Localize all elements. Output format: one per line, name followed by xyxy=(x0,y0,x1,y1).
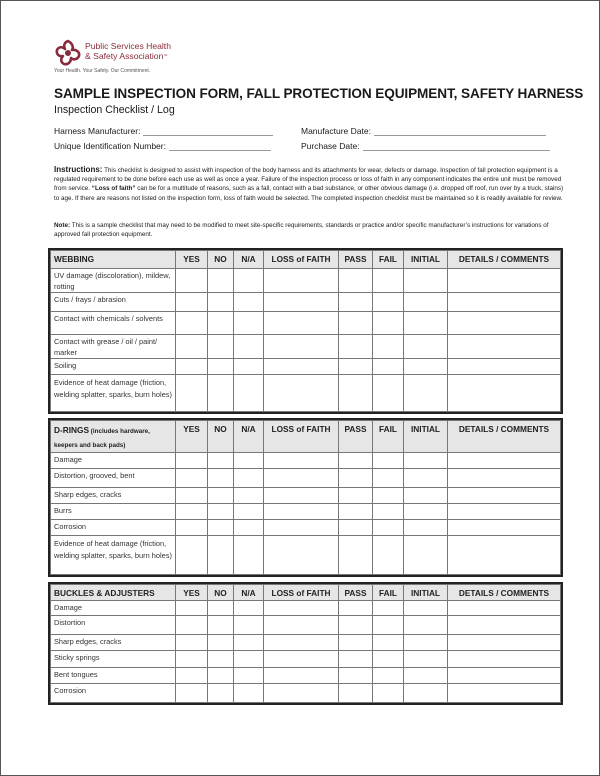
no-cell[interactable] xyxy=(208,520,234,536)
row-label: Damage xyxy=(51,453,176,469)
na-cell[interactable] xyxy=(234,453,264,469)
initial-cell[interactable] xyxy=(404,635,448,651)
col-na: N/A xyxy=(234,421,264,453)
no-cell[interactable] xyxy=(208,335,234,359)
comments-cell[interactable] xyxy=(448,520,561,536)
table-row xyxy=(51,293,561,312)
yes-cell[interactable] xyxy=(176,269,208,293)
comments-cell[interactable] xyxy=(448,668,561,684)
fail-cell[interactable] xyxy=(373,375,404,412)
initial-cell[interactable] xyxy=(404,488,448,504)
instructions-text-continued: can be for a multitude of reasons, such as a fall, contact with a bad substance, or other obvious damage (i.e. dropped off roof, run over by a truck, stains) to age. If there are reasons not listed on the inspection form, loss of faith would be selected. The completed inspection checklist must be maintained so it is readily available for review. xyxy=(54,185,564,202)
pass-cell[interactable] xyxy=(339,269,373,293)
na-cell[interactable] xyxy=(234,312,264,335)
instructions-label: Instructions: xyxy=(54,165,103,174)
comments-cell[interactable] xyxy=(448,453,561,469)
pass-cell[interactable] xyxy=(339,293,373,312)
comments-cell[interactable] xyxy=(448,469,561,488)
row-label: Sharp edges, cracks xyxy=(51,635,176,651)
col-fail: FAIL xyxy=(373,251,404,269)
loss-of-faith-cell[interactable] xyxy=(264,359,339,375)
loss-of-faith-cell[interactable] xyxy=(264,335,339,359)
pass-cell[interactable] xyxy=(339,651,373,668)
table-row xyxy=(51,536,561,575)
na-cell[interactable] xyxy=(234,359,264,375)
fail-cell[interactable] xyxy=(373,359,404,375)
section-title-note: (includes hardware, keepers and back pads) xyxy=(54,428,150,449)
fail-cell[interactable] xyxy=(373,651,404,668)
loss-of-faith-cell[interactable] xyxy=(264,453,339,469)
table-row xyxy=(51,488,561,504)
initial-cell[interactable] xyxy=(404,601,448,616)
comments-cell[interactable] xyxy=(448,335,561,359)
loss-of-faith-cell[interactable] xyxy=(264,651,339,668)
pass-cell[interactable] xyxy=(339,616,373,635)
fail-cell[interactable] xyxy=(373,504,404,520)
pass-cell[interactable] xyxy=(339,335,373,359)
fail-cell[interactable] xyxy=(373,616,404,635)
yes-cell[interactable] xyxy=(176,635,208,651)
col-na: N/A xyxy=(234,251,264,269)
harness-manufacturer-field[interactable] xyxy=(54,126,273,136)
loss-of-faith-cell[interactable] xyxy=(264,616,339,635)
no-cell[interactable] xyxy=(208,312,234,335)
page-subtitle: Inspection Checklist / Log xyxy=(54,104,175,116)
yes-cell[interactable] xyxy=(176,520,208,536)
no-cell[interactable] xyxy=(208,453,234,469)
note-text: This is a sample checklist that may need to be modified to meet site-specific requirements, standards or practice and/or specific manufacturer’s instructions for variations of approved fall protection equipment. xyxy=(54,222,549,239)
buckles-adjusters-checklist-table xyxy=(48,582,563,705)
yes-cell[interactable] xyxy=(176,616,208,635)
unique-id-field[interactable] xyxy=(54,141,271,151)
comments-cell[interactable] xyxy=(448,616,561,635)
na-cell[interactable] xyxy=(234,335,264,359)
col-na: N/A xyxy=(234,585,264,601)
row-label: Contact with chemicals / solvents xyxy=(51,312,176,335)
section-title xyxy=(51,421,176,453)
initial-cell[interactable] xyxy=(404,684,448,703)
fail-cell[interactable] xyxy=(373,536,404,575)
no-cell[interactable] xyxy=(208,488,234,504)
initial-cell[interactable] xyxy=(404,312,448,335)
instructions-text: This checklist is designed to assist with inspection of the body harness and its attachments for wear, defects or damage. Inspection of fall protection equipment is a regulated requirement to be done before each use as well as once a year. Failure of the inspection process or loss of faith in any component indicates the entire unit must be removed from service. xyxy=(54,167,562,193)
na-cell[interactable] xyxy=(234,651,264,668)
comments-cell[interactable] xyxy=(448,488,561,504)
comments-cell[interactable] xyxy=(448,269,561,293)
page-title: SAMPLE INSPECTION FORM, FALL PROTECTION EQUIPMENT, SAFETY HARNESS xyxy=(54,86,584,101)
col-fail: FAIL xyxy=(373,421,404,453)
no-cell[interactable] xyxy=(208,269,234,293)
pass-cell[interactable] xyxy=(339,504,373,520)
manufacture-date-label: Manufacture Date: xyxy=(301,126,371,136)
row-label: Distortion xyxy=(51,616,176,635)
col-pass: PASS xyxy=(339,585,373,601)
webbing-checklist-table xyxy=(48,248,563,414)
col-loss-of-faith: LOSS of FAITH xyxy=(264,421,339,453)
col-initial: INITIAL xyxy=(404,585,448,601)
table-row xyxy=(51,504,561,520)
no-cell[interactable] xyxy=(208,684,234,703)
no-cell[interactable] xyxy=(208,293,234,312)
initial-cell[interactable] xyxy=(404,469,448,488)
col-yes: YES xyxy=(176,585,208,601)
col-details-comments: DETAILS / COMMENTS xyxy=(448,251,561,269)
fail-cell[interactable] xyxy=(373,668,404,684)
instructions-paragraph xyxy=(54,165,564,203)
initial-cell[interactable] xyxy=(404,668,448,684)
comments-cell[interactable] xyxy=(448,684,561,703)
no-cell[interactable] xyxy=(208,668,234,684)
no-cell[interactable] xyxy=(208,469,234,488)
initial-cell[interactable] xyxy=(404,359,448,375)
col-yes: YES xyxy=(176,251,208,269)
loss-of-faith-cell[interactable] xyxy=(264,312,339,335)
loss-of-faith-cell[interactable] xyxy=(264,488,339,504)
section-title xyxy=(51,251,176,269)
loss-of-faith-cell[interactable] xyxy=(264,293,339,312)
table-row xyxy=(51,359,561,375)
col-no: NO xyxy=(208,421,234,453)
pass-cell[interactable] xyxy=(339,601,373,616)
comments-cell[interactable] xyxy=(448,601,561,616)
na-cell[interactable] xyxy=(234,293,264,312)
fail-cell[interactable] xyxy=(373,520,404,536)
organization-name xyxy=(85,41,171,61)
pass-cell[interactable] xyxy=(339,635,373,651)
col-initial: INITIAL xyxy=(404,251,448,269)
table-header-row xyxy=(51,585,561,601)
pass-cell[interactable] xyxy=(339,520,373,536)
col-details-comments: DETAILS / COMMENTS xyxy=(448,585,561,601)
yes-cell[interactable] xyxy=(176,453,208,469)
org-name-line1: Public Services Health xyxy=(85,41,171,51)
row-label: UV damage (discoloration), mildew, rotting xyxy=(51,269,176,293)
initial-cell[interactable] xyxy=(404,335,448,359)
pass-cell[interactable] xyxy=(339,488,373,504)
col-no: NO xyxy=(208,585,234,601)
organization-logo xyxy=(54,39,214,83)
na-cell[interactable] xyxy=(234,616,264,635)
pass-cell[interactable] xyxy=(339,536,373,575)
fail-cell[interactable] xyxy=(373,635,404,651)
table-row xyxy=(51,651,561,668)
pass-cell[interactable] xyxy=(339,453,373,469)
yes-cell[interactable] xyxy=(176,504,208,520)
initial-cell[interactable] xyxy=(404,651,448,668)
fail-cell[interactable] xyxy=(373,269,404,293)
col-loss-of-faith: LOSS of FAITH xyxy=(264,251,339,269)
section-title xyxy=(51,585,176,601)
loss-of-faith-term: “Loss of faith” xyxy=(91,185,136,193)
loss-of-faith-cell[interactable] xyxy=(264,684,339,703)
na-cell[interactable] xyxy=(234,668,264,684)
loss-of-faith-cell[interactable] xyxy=(264,269,339,293)
loss-of-faith-cell[interactable] xyxy=(264,601,339,616)
na-cell[interactable] xyxy=(234,635,264,651)
initial-cell[interactable] xyxy=(404,616,448,635)
table-row xyxy=(51,635,561,651)
harness-manufacturer-input[interactable] xyxy=(143,126,273,136)
col-details-comments: DETAILS / COMMENTS xyxy=(448,421,561,453)
purchase-date-label: Purchase Date: xyxy=(301,141,360,151)
table-row xyxy=(51,335,561,359)
note-label: Note: xyxy=(54,222,71,229)
row-label: Distortion, grooved, bent xyxy=(51,469,176,488)
yes-cell[interactable] xyxy=(176,488,208,504)
no-cell[interactable] xyxy=(208,616,234,635)
col-yes: YES xyxy=(176,421,208,453)
row-label: Damage xyxy=(51,601,176,616)
yes-cell[interactable] xyxy=(176,601,208,616)
na-cell[interactable] xyxy=(234,684,264,703)
comments-cell[interactable] xyxy=(448,312,561,335)
section-title-text: D-RINGS xyxy=(54,425,90,435)
yes-cell[interactable] xyxy=(176,293,208,312)
initial-cell[interactable] xyxy=(404,375,448,412)
pass-cell[interactable] xyxy=(339,668,373,684)
section-title-text: BUCKLES & ADJUSTERS xyxy=(54,588,155,598)
comments-cell[interactable] xyxy=(448,536,561,575)
purchase-date-input[interactable] xyxy=(363,141,550,151)
loss-of-faith-cell[interactable] xyxy=(264,635,339,651)
col-pass: PASS xyxy=(339,421,373,453)
fail-cell[interactable] xyxy=(373,335,404,359)
initial-cell[interactable] xyxy=(404,536,448,575)
comments-cell[interactable] xyxy=(448,375,561,412)
manufacture-date-field[interactable] xyxy=(301,126,546,136)
no-cell[interactable] xyxy=(208,359,234,375)
table-row xyxy=(51,616,561,635)
pass-cell[interactable] xyxy=(339,375,373,412)
trademark: ™ xyxy=(163,53,168,58)
fail-cell[interactable] xyxy=(373,684,404,703)
organization-tagline: Your Health. Your Safety. Our Commitment. xyxy=(54,68,151,74)
purchase-date-field[interactable] xyxy=(301,141,550,151)
org-name-line2: & Safety Association xyxy=(85,51,164,61)
table-header-row xyxy=(51,421,561,453)
row-label: Evidence of heat damage (friction, welding splatter, sparks, burn holes) xyxy=(51,375,176,412)
comments-cell[interactable] xyxy=(448,293,561,312)
col-pass: PASS xyxy=(339,251,373,269)
na-cell[interactable] xyxy=(234,536,264,575)
initial-cell[interactable] xyxy=(404,453,448,469)
loss-of-faith-cell[interactable] xyxy=(264,375,339,412)
row-label: Evidence of heat damage (friction, welding splatter, sparks, burn holes) xyxy=(51,536,176,575)
comments-cell[interactable] xyxy=(448,651,561,668)
table-row xyxy=(51,375,561,412)
section-title-text: WEBBING xyxy=(54,254,95,264)
comments-cell[interactable] xyxy=(448,635,561,651)
no-cell[interactable] xyxy=(208,536,234,575)
na-cell[interactable] xyxy=(234,488,264,504)
yes-cell[interactable] xyxy=(176,668,208,684)
row-label: Cuts / frays / abrasion xyxy=(51,293,176,312)
d-rings-checklist-table xyxy=(48,418,563,577)
fail-cell[interactable] xyxy=(373,601,404,616)
na-cell[interactable] xyxy=(234,469,264,488)
row-label: Corrosion xyxy=(51,684,176,703)
no-cell[interactable] xyxy=(208,651,234,668)
psha-trillium-logo-icon xyxy=(54,39,82,67)
yes-cell[interactable] xyxy=(176,536,208,575)
na-cell[interactable] xyxy=(234,375,264,412)
comments-cell[interactable] xyxy=(448,504,561,520)
unique-id-label: Unique Identification Number: xyxy=(54,141,166,151)
na-cell[interactable] xyxy=(234,504,264,520)
yes-cell[interactable] xyxy=(176,469,208,488)
row-label: Corrosion xyxy=(51,520,176,536)
loss-of-faith-cell[interactable] xyxy=(264,469,339,488)
harness-manufacturer-label: Harness Manufacturer: xyxy=(54,126,141,136)
table-row xyxy=(51,601,561,616)
na-cell[interactable] xyxy=(234,269,264,293)
col-loss-of-faith: LOSS of FAITH xyxy=(264,585,339,601)
row-label: Sticky springs xyxy=(51,651,176,668)
pass-cell[interactable] xyxy=(339,312,373,335)
manufacture-date-input[interactable] xyxy=(374,126,546,136)
fail-cell[interactable] xyxy=(373,453,404,469)
yes-cell[interactable] xyxy=(176,684,208,703)
initial-cell[interactable] xyxy=(404,269,448,293)
no-cell[interactable] xyxy=(208,601,234,616)
row-label: Sharp edges, cracks xyxy=(51,488,176,504)
initial-cell[interactable] xyxy=(404,293,448,312)
table-row xyxy=(51,269,561,293)
table-row xyxy=(51,684,561,703)
no-cell[interactable] xyxy=(208,375,234,412)
na-cell[interactable] xyxy=(234,601,264,616)
comments-cell[interactable] xyxy=(448,359,561,375)
col-initial: INITIAL xyxy=(404,421,448,453)
yes-cell[interactable] xyxy=(176,375,208,412)
note-paragraph xyxy=(54,221,564,239)
loss-of-faith-cell[interactable] xyxy=(264,668,339,684)
col-no: NO xyxy=(208,251,234,269)
no-cell[interactable] xyxy=(208,504,234,520)
loss-of-faith-cell[interactable] xyxy=(264,504,339,520)
pass-cell[interactable] xyxy=(339,684,373,703)
table-row xyxy=(51,469,561,488)
unique-id-input[interactable] xyxy=(169,141,271,151)
loss-of-faith-cell[interactable] xyxy=(264,536,339,575)
row-label: Contact with grease / oil / paint/ marker xyxy=(51,335,176,359)
table-row xyxy=(51,668,561,684)
table-row xyxy=(51,520,561,536)
fail-cell[interactable] xyxy=(373,469,404,488)
pass-cell[interactable] xyxy=(339,359,373,375)
row-label: Burrs xyxy=(51,504,176,520)
table-row xyxy=(51,312,561,335)
row-label: Soiling xyxy=(51,359,176,375)
yes-cell[interactable] xyxy=(176,335,208,359)
yes-cell[interactable] xyxy=(176,359,208,375)
yes-cell[interactable] xyxy=(176,312,208,335)
fail-cell[interactable] xyxy=(373,488,404,504)
pass-cell[interactable] xyxy=(339,469,373,488)
row-label: Bent tongues xyxy=(51,668,176,684)
table-header-row xyxy=(51,251,561,269)
loss-of-faith-cell[interactable] xyxy=(264,520,339,536)
fail-cell[interactable] xyxy=(373,293,404,312)
table-row xyxy=(51,453,561,469)
no-cell[interactable] xyxy=(208,635,234,651)
col-fail: FAIL xyxy=(373,585,404,601)
initial-cell[interactable] xyxy=(404,520,448,536)
na-cell[interactable] xyxy=(234,520,264,536)
initial-cell[interactable] xyxy=(404,504,448,520)
yes-cell[interactable] xyxy=(176,651,208,668)
fail-cell[interactable] xyxy=(373,312,404,335)
